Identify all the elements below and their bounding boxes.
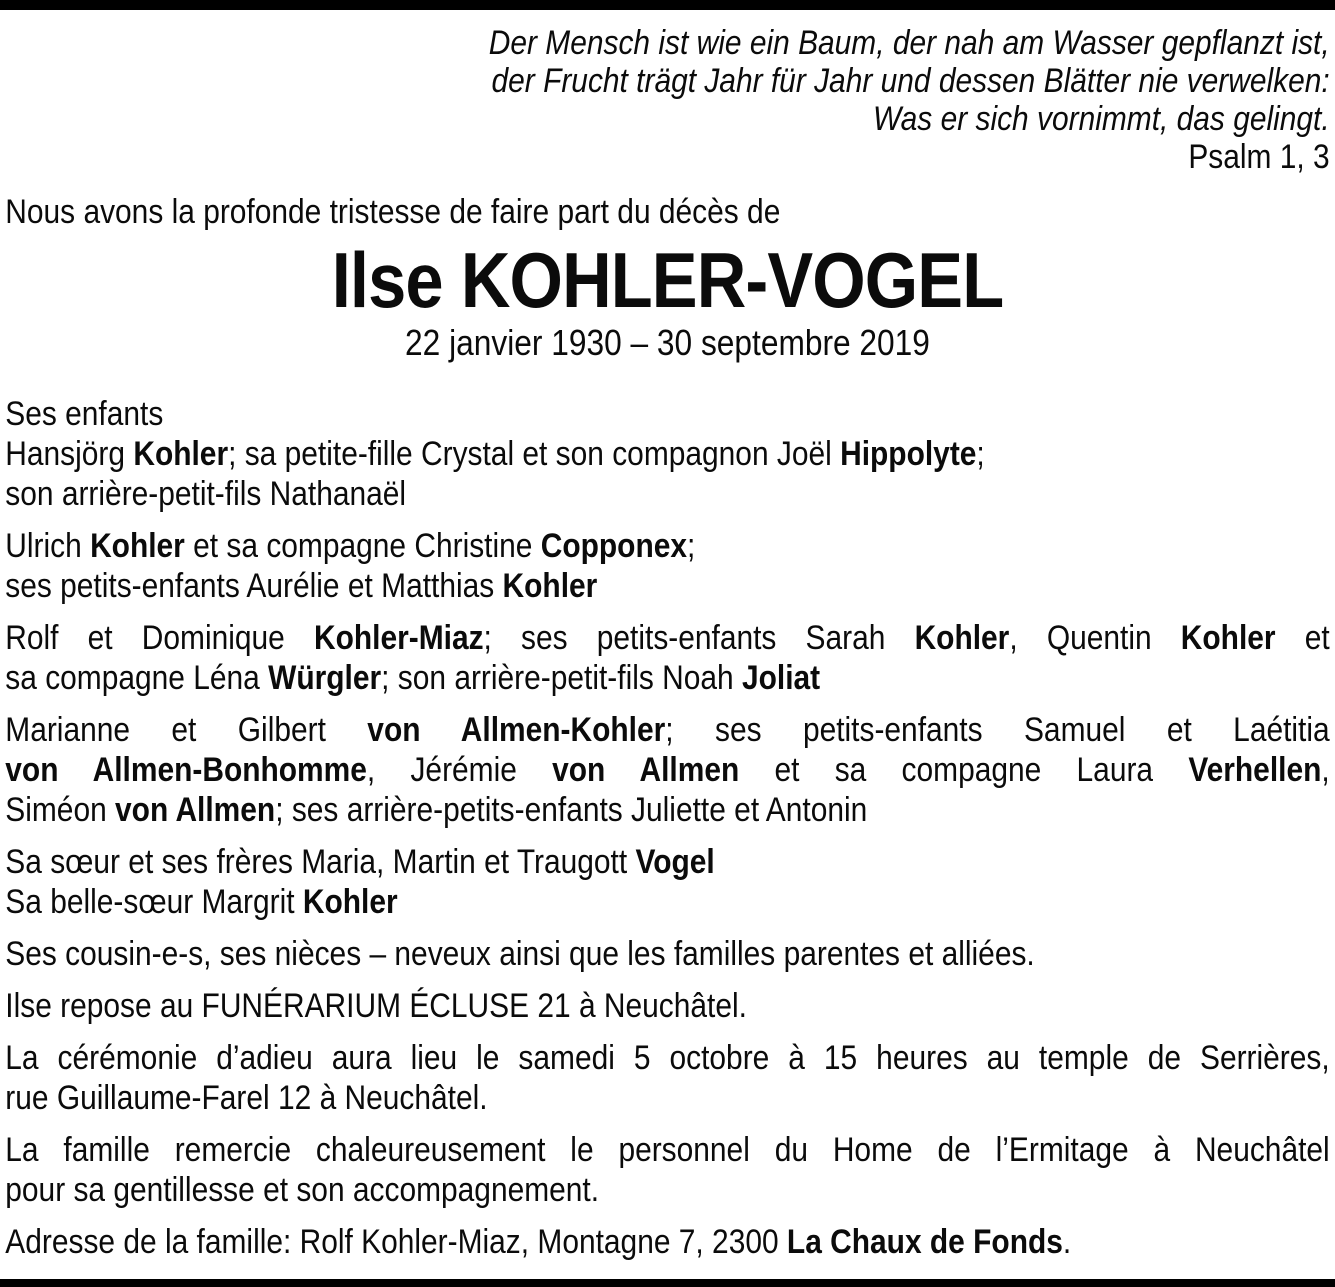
announcement-intro: Nous avons la profonde tristesse de faire part du décès de <box>5 193 781 231</box>
text-run: Ulrich <box>5 527 91 565</box>
text-line <box>5 658 1329 698</box>
text-run: ; <box>976 435 985 473</box>
paragraph <box>5 934 1329 974</box>
text-line <box>5 1038 1329 1078</box>
surname-bold: Verhellen <box>1188 751 1322 789</box>
text-run: sa compagne Léna <box>5 659 269 697</box>
text-run: Adresse de la famille: Rolf Kohler-Miaz, Montagne 7, 2300 <box>5 1223 787 1261</box>
surname-bold: Kohler-Miaz <box>313 619 484 657</box>
text-run: pour sa gentillesse et son accompagnement. <box>5 1171 600 1209</box>
surname-bold: von Allmen-Kohler <box>367 711 666 749</box>
deceased-name: Ilse KOHLER-VOGEL <box>331 236 1004 324</box>
text-line <box>5 710 1329 750</box>
epigraph-line: Der Mensch ist wie ein Baum, der nah am Wasser gepflanzt ist, <box>488 24 1330 62</box>
text-run: , Jérémie <box>366 751 553 789</box>
surname-bold: Kohler <box>302 883 398 921</box>
paragraph <box>5 1222 1329 1262</box>
text-run: Sa belle-sœur Margrit <box>5 883 303 921</box>
surname-bold: Copponex <box>540 527 688 565</box>
epigraph-attribution: Psalm 1, 3 <box>1188 138 1330 176</box>
text-run: Hansjörg <box>5 435 134 473</box>
text-run: et sa compagne Laura <box>739 751 1189 789</box>
text-run: son arrière-petit-fils Nathanaël <box>5 475 407 513</box>
surname-bold: Kohler <box>133 435 229 473</box>
text-run: et <box>1275 619 1330 657</box>
paragraph <box>5 1038 1329 1118</box>
text-run: rue Guillaume-Farel 12 à Neuchâtel. <box>5 1079 488 1117</box>
text-line <box>5 566 1329 606</box>
text-line <box>5 394 1329 434</box>
text-run: , <box>1321 751 1330 789</box>
text-line <box>5 1170 1329 1210</box>
text-line <box>5 882 1329 922</box>
text-run: ; son arrière-petit-fils Noah <box>381 659 742 697</box>
text-run: La famille remercie chaleureusement le personnel du Home de l’Ermitage à Neuchâtel <box>5 1131 1330 1169</box>
surname-bold: Vogel <box>635 843 715 881</box>
text-run: Sa sœur et ses frères Maria, Martin et Traugott <box>5 843 636 881</box>
text-run: ; ses petits-enfants Samuel et Laétitia <box>665 711 1330 749</box>
paragraph <box>5 394 1329 514</box>
epigraph-line: der Frucht trägt Jahr für Jahr und dessen Blätter nie verwelken: <box>491 62 1330 100</box>
text-run: , Quentin <box>1009 619 1181 657</box>
epigraph-line: Was er sich vornimmt, das gelingt. <box>872 100 1330 138</box>
top-border-rule <box>0 0 1335 10</box>
text-line <box>5 1222 1329 1262</box>
paragraph <box>5 526 1329 606</box>
text-line <box>5 934 1329 974</box>
announcement-body <box>5 394 1329 1262</box>
surname-bold: Joliat <box>741 659 821 697</box>
life-dates: 22 janvier 1930 – 30 septembre 2019 <box>405 322 930 363</box>
text-line <box>5 750 1329 790</box>
text-line <box>5 986 1329 1026</box>
text-run: Marianne et Gilbert <box>5 711 368 749</box>
text-run: Siméon <box>5 791 116 829</box>
surname-bold: von Allmen <box>552 751 740 789</box>
text-run: ; <box>687 527 696 565</box>
text-run: ses petits-enfants Aurélie et Matthias <box>5 567 503 605</box>
text-run: Ilse repose au FUNÉRARIUM ÉCLUSE 21 à Neuchâtel. <box>5 987 747 1025</box>
paragraph <box>5 986 1329 1026</box>
text-line <box>5 790 1329 830</box>
text-line <box>5 434 1329 474</box>
surname-bold: Kohler <box>1180 619 1276 657</box>
bottom-border-rule <box>0 1279 1335 1287</box>
surname-bold: von Allmen-Bonhomme <box>5 751 367 789</box>
text-line <box>5 618 1329 658</box>
text-run: ; sa petite-fille Crystal et son compagnon Joël <box>228 435 841 473</box>
text-line <box>5 526 1329 566</box>
text-run: La cérémonie d’adieu aura lieu le samedi 5 octobre à 15 heures au temple de Serrières, <box>5 1039 1330 1077</box>
text-line <box>5 1078 1329 1118</box>
text-run: et sa compagne Christine <box>184 527 541 565</box>
paragraph <box>5 710 1329 830</box>
text-line <box>5 1130 1329 1170</box>
text-line <box>5 474 1329 514</box>
text-run: ; ses arrière-petits-enfants Juliette et Antonin <box>275 791 868 829</box>
text-run: . <box>1062 1223 1072 1261</box>
death-notice <box>0 10 1335 1262</box>
paragraph <box>5 1130 1329 1210</box>
text-run: ; ses petits-enfants Sarah <box>483 619 915 657</box>
text-run: Ses enfants <box>5 395 164 433</box>
surname-bold: Kohler <box>90 527 185 565</box>
surname-bold: Kohler <box>914 619 1010 657</box>
surname-bold: Hippolyte <box>840 435 977 473</box>
surname-bold: Würgler <box>268 659 382 697</box>
surname-bold: von Allmen <box>115 791 276 829</box>
text-run: Rolf et Dominique <box>5 619 314 657</box>
paragraph <box>5 618 1329 698</box>
surname-bold: Kohler <box>502 567 598 605</box>
paragraph <box>5 842 1329 922</box>
text-run: Ses cousin-e-s, ses nièces – neveux ainsi que les familles parentes et alliées. <box>5 935 1035 973</box>
text-line <box>5 842 1329 882</box>
epigraph <box>5 24 1329 176</box>
surname-bold: La Chaux de Fonds <box>786 1223 1063 1261</box>
